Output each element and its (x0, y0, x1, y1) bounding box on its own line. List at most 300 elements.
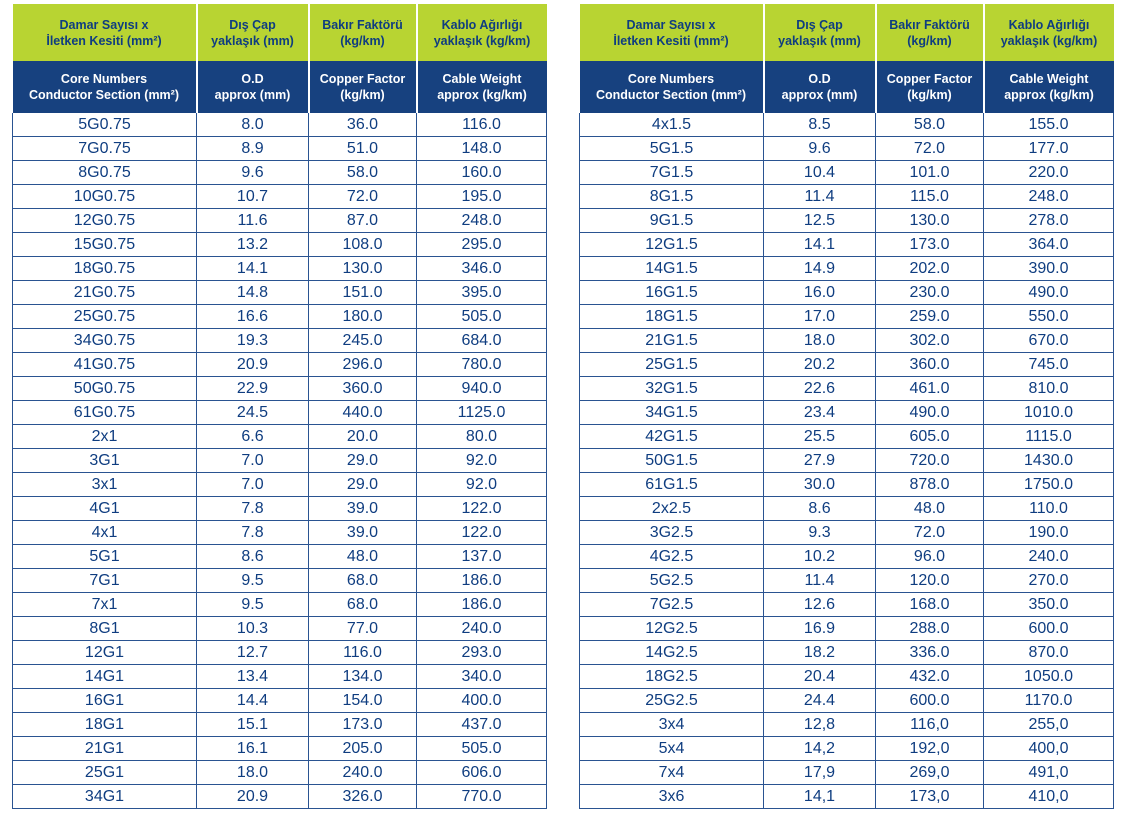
cell-od: 24.5 (197, 401, 309, 425)
table-row (580, 569, 1114, 593)
table-row (13, 377, 547, 401)
cell-cable-weight: 1010.0 (984, 401, 1114, 425)
cell-core-section: 7G1.5 (580, 161, 764, 185)
table-row (580, 329, 1114, 353)
cell-cable-weight: 684.0 (417, 329, 547, 353)
cell-od: 14.9 (764, 257, 876, 281)
table-row (13, 185, 547, 209)
cell-copper-factor: 326.0 (309, 785, 417, 809)
cell-copper-factor: 288.0 (876, 617, 984, 641)
cell-cable-weight: 220.0 (984, 161, 1114, 185)
cell-od: 8.0 (197, 113, 309, 137)
cell-cable-weight: 295.0 (417, 233, 547, 257)
cell-core-section: 3x4 (580, 713, 764, 737)
cell-copper-factor: 154.0 (309, 689, 417, 713)
table-row (13, 137, 547, 161)
cell-cable-weight: 505.0 (417, 305, 547, 329)
cell-copper-factor: 68.0 (309, 569, 417, 593)
cell-cable-weight: 1125.0 (417, 401, 547, 425)
cell-core-section: 21G0.75 (13, 281, 197, 305)
cell-copper-factor: 116,0 (876, 713, 984, 737)
table-row (580, 593, 1114, 617)
cell-od: 7.8 (197, 497, 309, 521)
cell-copper-factor: 259.0 (876, 305, 984, 329)
cell-od: 7.8 (197, 521, 309, 545)
cell-cable-weight: 248.0 (984, 185, 1114, 209)
table-body (13, 113, 547, 809)
cell-core-section: 8G1.5 (580, 185, 764, 209)
cell-od: 17.0 (764, 305, 876, 329)
cell-copper-factor: 134.0 (309, 665, 417, 689)
cell-copper-factor: 720.0 (876, 449, 984, 473)
cell-od: 6.6 (197, 425, 309, 449)
cell-cable-weight: 606.0 (417, 761, 547, 785)
header-cable-weight-tr: Kablo Ağırlığı yaklaşık (kg/km) (984, 4, 1114, 61)
cell-od: 20.9 (197, 785, 309, 809)
header-od-tr: Dış Çap yaklaşık (mm) (197, 4, 309, 61)
cell-cable-weight: 122.0 (417, 497, 547, 521)
cell-core-section: 4G2.5 (580, 545, 764, 569)
table-row (580, 473, 1114, 497)
table-row (13, 305, 547, 329)
cell-copper-factor: 173,0 (876, 785, 984, 809)
cell-cable-weight: 137.0 (417, 545, 547, 569)
table-row (13, 665, 547, 689)
cell-core-section: 41G0.75 (13, 353, 197, 377)
cell-copper-factor: 130.0 (876, 209, 984, 233)
table-row (13, 641, 547, 665)
cell-core-section: 12G0.75 (13, 209, 197, 233)
table-row (580, 161, 1114, 185)
cell-cable-weight: 110.0 (984, 497, 1114, 521)
header-copper-factor-tr: Bakır Faktörü (kg/km) (876, 4, 984, 61)
cell-cable-weight: 770.0 (417, 785, 547, 809)
cell-cable-weight: 1050.0 (984, 665, 1114, 689)
cell-core-section: 3x1 (13, 473, 197, 497)
cell-copper-factor: 180.0 (309, 305, 417, 329)
cell-copper-factor: 202.0 (876, 257, 984, 281)
cell-copper-factor: 360.0 (309, 377, 417, 401)
cell-copper-factor: 48.0 (309, 545, 417, 569)
cell-copper-factor: 108.0 (309, 233, 417, 257)
table-row (580, 281, 1114, 305)
cell-od: 12.7 (197, 641, 309, 665)
table-row (580, 521, 1114, 545)
cell-copper-factor: 336.0 (876, 641, 984, 665)
cell-od: 14,2 (764, 737, 876, 761)
cell-core-section: 32G1.5 (580, 377, 764, 401)
cell-copper-factor: 87.0 (309, 209, 417, 233)
cell-core-section: 18G0.75 (13, 257, 197, 281)
cell-core-section: 50G1.5 (580, 449, 764, 473)
cell-core-section: 8G0.75 (13, 161, 197, 185)
cell-od: 23.4 (764, 401, 876, 425)
cell-copper-factor: 58.0 (876, 113, 984, 137)
table-row (13, 449, 547, 473)
cell-cable-weight: 491,0 (984, 761, 1114, 785)
cell-core-section: 14G1 (13, 665, 197, 689)
cell-od: 12,8 (764, 713, 876, 737)
cell-core-section: 14G1.5 (580, 257, 764, 281)
cell-cable-weight: 550.0 (984, 305, 1114, 329)
table-row (580, 545, 1114, 569)
cell-cable-weight: 400.0 (417, 689, 547, 713)
cell-cable-weight: 870.0 (984, 641, 1114, 665)
cell-od: 11.6 (197, 209, 309, 233)
turkish-header-row (580, 4, 1114, 61)
header-copper-factor-tr: Bakır Faktörü (kg/km) (309, 4, 417, 61)
cell-core-section: 16G1.5 (580, 281, 764, 305)
table-row (580, 761, 1114, 785)
cell-od: 20.2 (764, 353, 876, 377)
cell-core-section: 34G1.5 (580, 401, 764, 425)
table-row (13, 257, 547, 281)
cell-copper-factor: 39.0 (309, 497, 417, 521)
cell-core-section: 25G1.5 (580, 353, 764, 377)
header-cable-weight-en: Cable Weight approx (kg/km) (417, 61, 547, 113)
cell-cable-weight: 293.0 (417, 641, 547, 665)
table-row (13, 401, 547, 425)
cell-od: 14.8 (197, 281, 309, 305)
table-row (13, 425, 547, 449)
cell-od: 10.2 (764, 545, 876, 569)
cell-copper-factor: 96.0 (876, 545, 984, 569)
cell-cable-weight: 92.0 (417, 449, 547, 473)
header-od-en: O.D approx (mm) (197, 61, 309, 113)
cell-copper-factor: 490.0 (876, 401, 984, 425)
table-row (580, 665, 1114, 689)
cell-cable-weight: 390.0 (984, 257, 1114, 281)
cell-copper-factor: 173.0 (309, 713, 417, 737)
cell-cable-weight: 600.0 (984, 617, 1114, 641)
header-od-tr: Dış Çap yaklaşık (mm) (764, 4, 876, 61)
cell-core-section: 34G0.75 (13, 329, 197, 353)
cell-cable-weight: 155.0 (984, 113, 1114, 137)
cell-od: 11.4 (764, 185, 876, 209)
cell-cable-weight: 505.0 (417, 737, 547, 761)
cell-cable-weight: 940.0 (417, 377, 547, 401)
english-header-row (580, 61, 1114, 113)
cell-copper-factor: 461.0 (876, 377, 984, 401)
table-row (580, 257, 1114, 281)
cell-cable-weight: 122.0 (417, 521, 547, 545)
header-core-section-en: Core Numbers Conductor Section (mm²) (580, 61, 764, 113)
cell-core-section: 61G1.5 (580, 473, 764, 497)
cell-cable-weight: 364.0 (984, 233, 1114, 257)
table-row (580, 137, 1114, 161)
cell-copper-factor: 116.0 (309, 641, 417, 665)
cell-core-section: 15G0.75 (13, 233, 197, 257)
cell-core-section: 4x1 (13, 521, 197, 545)
cell-core-section: 10G0.75 (13, 185, 197, 209)
cell-cable-weight: 340.0 (417, 665, 547, 689)
cell-copper-factor: 360.0 (876, 353, 984, 377)
table-row (13, 497, 547, 521)
cell-cable-weight: 437.0 (417, 713, 547, 737)
table-row (580, 209, 1114, 233)
cell-core-section: 18G1 (13, 713, 197, 737)
table-row (13, 161, 547, 185)
cell-copper-factor: 192,0 (876, 737, 984, 761)
table-row (13, 281, 547, 305)
cell-od: 18.2 (764, 641, 876, 665)
english-header-row (13, 61, 547, 113)
turkish-header-row (13, 4, 547, 61)
table-row (580, 449, 1114, 473)
table-row (580, 617, 1114, 641)
table-row (580, 377, 1114, 401)
cell-core-section: 5G2.5 (580, 569, 764, 593)
cell-core-section: 21G1.5 (580, 329, 764, 353)
cell-od: 16.6 (197, 305, 309, 329)
cell-od: 13.2 (197, 233, 309, 257)
cell-od: 14.1 (197, 257, 309, 281)
cell-cable-weight: 1750.0 (984, 473, 1114, 497)
cell-copper-factor: 205.0 (309, 737, 417, 761)
cable-spec-table-right (579, 4, 1114, 809)
header-core-section-tr: Damar Sayısı x İletken Kesiti (mm²) (580, 4, 764, 61)
header-cable-weight-tr: Kablo Ağırlığı yaklaşık (kg/km) (417, 4, 547, 61)
cell-copper-factor: 48.0 (876, 497, 984, 521)
table-row (13, 353, 547, 377)
cell-cable-weight: 92.0 (417, 473, 547, 497)
cell-core-section: 9G1.5 (580, 209, 764, 233)
cell-cable-weight: 270.0 (984, 569, 1114, 593)
cell-od: 8.6 (764, 497, 876, 521)
cell-core-section: 3x6 (580, 785, 764, 809)
table-row (580, 713, 1114, 737)
cell-cable-weight: 186.0 (417, 593, 547, 617)
cell-od: 12.5 (764, 209, 876, 233)
cell-od: 8.6 (197, 545, 309, 569)
cell-copper-factor: 173.0 (876, 233, 984, 257)
cell-copper-factor: 68.0 (309, 593, 417, 617)
table-row (580, 401, 1114, 425)
cell-od: 25.5 (764, 425, 876, 449)
cell-copper-factor: 269,0 (876, 761, 984, 785)
cell-od: 8.5 (764, 113, 876, 137)
cell-od: 13.4 (197, 665, 309, 689)
table-body (580, 113, 1114, 809)
cell-od: 24.4 (764, 689, 876, 713)
cell-core-section: 3G2.5 (580, 521, 764, 545)
table-row (580, 113, 1114, 137)
cell-od: 10.4 (764, 161, 876, 185)
table-row (580, 185, 1114, 209)
table-row (13, 545, 547, 569)
cell-core-section: 16G1 (13, 689, 197, 713)
cell-cable-weight: 490.0 (984, 281, 1114, 305)
cell-cable-weight: 780.0 (417, 353, 547, 377)
cell-cable-weight: 190.0 (984, 521, 1114, 545)
cell-core-section: 4x1.5 (580, 113, 764, 137)
cell-copper-factor: 29.0 (309, 473, 417, 497)
cell-copper-factor: 240.0 (309, 761, 417, 785)
cell-cable-weight: 1170.0 (984, 689, 1114, 713)
cell-od: 20.9 (197, 353, 309, 377)
cell-cable-weight: 177.0 (984, 137, 1114, 161)
cell-cable-weight: 1430.0 (984, 449, 1114, 473)
table-row (13, 785, 547, 809)
table-row (13, 113, 547, 137)
cell-copper-factor: 605.0 (876, 425, 984, 449)
cell-cable-weight: 186.0 (417, 569, 547, 593)
header-copper-factor-en: Copper Factor (kg/km) (309, 61, 417, 113)
cable-spec-table-left (12, 4, 547, 809)
cell-cable-weight: 195.0 (417, 185, 547, 209)
cell-copper-factor: 600.0 (876, 689, 984, 713)
table-row (13, 713, 547, 737)
cell-od: 27.9 (764, 449, 876, 473)
cell-cable-weight: 670.0 (984, 329, 1114, 353)
cell-od: 30.0 (764, 473, 876, 497)
cell-core-section: 25G0.75 (13, 305, 197, 329)
cell-od: 22.9 (197, 377, 309, 401)
cell-core-section: 42G1.5 (580, 425, 764, 449)
cell-core-section: 18G1.5 (580, 305, 764, 329)
cell-copper-factor: 20.0 (309, 425, 417, 449)
cell-copper-factor: 151.0 (309, 281, 417, 305)
cell-core-section: 12G1.5 (580, 233, 764, 257)
cell-od: 14.4 (197, 689, 309, 713)
cell-od: 14.1 (764, 233, 876, 257)
cell-cable-weight: 160.0 (417, 161, 547, 185)
cell-od: 17,9 (764, 761, 876, 785)
header-core-section-tr: Damar Sayısı x İletken Kesiti (mm²) (13, 4, 197, 61)
cell-copper-factor: 296.0 (309, 353, 417, 377)
cell-core-section: 34G1 (13, 785, 197, 809)
cell-cable-weight: 350.0 (984, 593, 1114, 617)
cell-od: 16.0 (764, 281, 876, 305)
table-row (13, 329, 547, 353)
cell-cable-weight: 80.0 (417, 425, 547, 449)
cell-cable-weight: 148.0 (417, 137, 547, 161)
cell-od: 15.1 (197, 713, 309, 737)
header-copper-factor-en: Copper Factor (kg/km) (876, 61, 984, 113)
cell-core-section: 25G2.5 (580, 689, 764, 713)
cell-core-section: 2x2.5 (580, 497, 764, 521)
cell-core-section: 14G2.5 (580, 641, 764, 665)
cell-copper-factor: 120.0 (876, 569, 984, 593)
cell-od: 16.9 (764, 617, 876, 641)
cell-od: 9.6 (197, 161, 309, 185)
cell-cable-weight: 278.0 (984, 209, 1114, 233)
cell-core-section: 12G1 (13, 641, 197, 665)
table-row (580, 497, 1114, 521)
table-row (13, 737, 547, 761)
cell-copper-factor: 77.0 (309, 617, 417, 641)
table-row (580, 353, 1114, 377)
cell-core-section: 4G1 (13, 497, 197, 521)
cell-core-section: 7G2.5 (580, 593, 764, 617)
header-cable-weight-en: Cable Weight approx (kg/km) (984, 61, 1114, 113)
cell-cable-weight: 745.0 (984, 353, 1114, 377)
header-core-section-en: Core Numbers Conductor Section (mm²) (13, 61, 197, 113)
cell-core-section: 5G0.75 (13, 113, 197, 137)
cell-copper-factor: 29.0 (309, 449, 417, 473)
cell-od: 12.6 (764, 593, 876, 617)
cell-copper-factor: 58.0 (309, 161, 417, 185)
table-row (13, 689, 547, 713)
cell-copper-factor: 432.0 (876, 665, 984, 689)
cell-core-section: 7x4 (580, 761, 764, 785)
table-row (580, 641, 1114, 665)
cell-core-section: 12G2.5 (580, 617, 764, 641)
cell-cable-weight: 240.0 (417, 617, 547, 641)
cell-od: 16.1 (197, 737, 309, 761)
cell-copper-factor: 101.0 (876, 161, 984, 185)
cell-core-section: 5G1 (13, 545, 197, 569)
cell-core-section: 21G1 (13, 737, 197, 761)
cell-copper-factor: 130.0 (309, 257, 417, 281)
header-od-en: O.D approx (mm) (764, 61, 876, 113)
cell-cable-weight: 255,0 (984, 713, 1114, 737)
cell-core-section: 2x1 (13, 425, 197, 449)
cell-cable-weight: 1115.0 (984, 425, 1114, 449)
table-row (13, 569, 547, 593)
cell-copper-factor: 51.0 (309, 137, 417, 161)
cell-od: 11.4 (764, 569, 876, 593)
cell-cable-weight: 240.0 (984, 545, 1114, 569)
cell-copper-factor: 302.0 (876, 329, 984, 353)
table-row (580, 233, 1114, 257)
cell-copper-factor: 115.0 (876, 185, 984, 209)
cell-cable-weight: 810.0 (984, 377, 1114, 401)
cell-core-section: 3G1 (13, 449, 197, 473)
cell-copper-factor: 36.0 (309, 113, 417, 137)
table-row (580, 305, 1114, 329)
cell-copper-factor: 72.0 (876, 137, 984, 161)
cell-od: 14,1 (764, 785, 876, 809)
cell-od: 9.5 (197, 593, 309, 617)
cell-od: 19.3 (197, 329, 309, 353)
cell-cable-weight: 116.0 (417, 113, 547, 137)
cell-core-section: 7G0.75 (13, 137, 197, 161)
cell-core-section: 5G1.5 (580, 137, 764, 161)
table-row (13, 617, 547, 641)
cell-od: 10.3 (197, 617, 309, 641)
cell-cable-weight: 395.0 (417, 281, 547, 305)
cell-cable-weight: 248.0 (417, 209, 547, 233)
table-row (13, 209, 547, 233)
table-row (580, 737, 1114, 761)
cell-od: 9.5 (197, 569, 309, 593)
cell-core-section: 61G0.75 (13, 401, 197, 425)
cell-copper-factor: 245.0 (309, 329, 417, 353)
cell-core-section: 8G1 (13, 617, 197, 641)
table-row (13, 233, 547, 257)
cell-core-section: 7x1 (13, 593, 197, 617)
table-row (580, 425, 1114, 449)
cell-od: 8.9 (197, 137, 309, 161)
cell-copper-factor: 39.0 (309, 521, 417, 545)
cell-copper-factor: 168.0 (876, 593, 984, 617)
cell-copper-factor: 72.0 (309, 185, 417, 209)
cell-core-section: 7G1 (13, 569, 197, 593)
cell-core-section: 18G2.5 (580, 665, 764, 689)
table-row (13, 761, 547, 785)
cell-od: 22.6 (764, 377, 876, 401)
cell-copper-factor: 440.0 (309, 401, 417, 425)
table-row (580, 785, 1114, 809)
cell-od: 9.6 (764, 137, 876, 161)
cell-cable-weight: 410,0 (984, 785, 1114, 809)
table-row (580, 689, 1114, 713)
cell-od: 9.3 (764, 521, 876, 545)
cell-od: 10.7 (197, 185, 309, 209)
cell-cable-weight: 400,0 (984, 737, 1114, 761)
cell-cable-weight: 346.0 (417, 257, 547, 281)
